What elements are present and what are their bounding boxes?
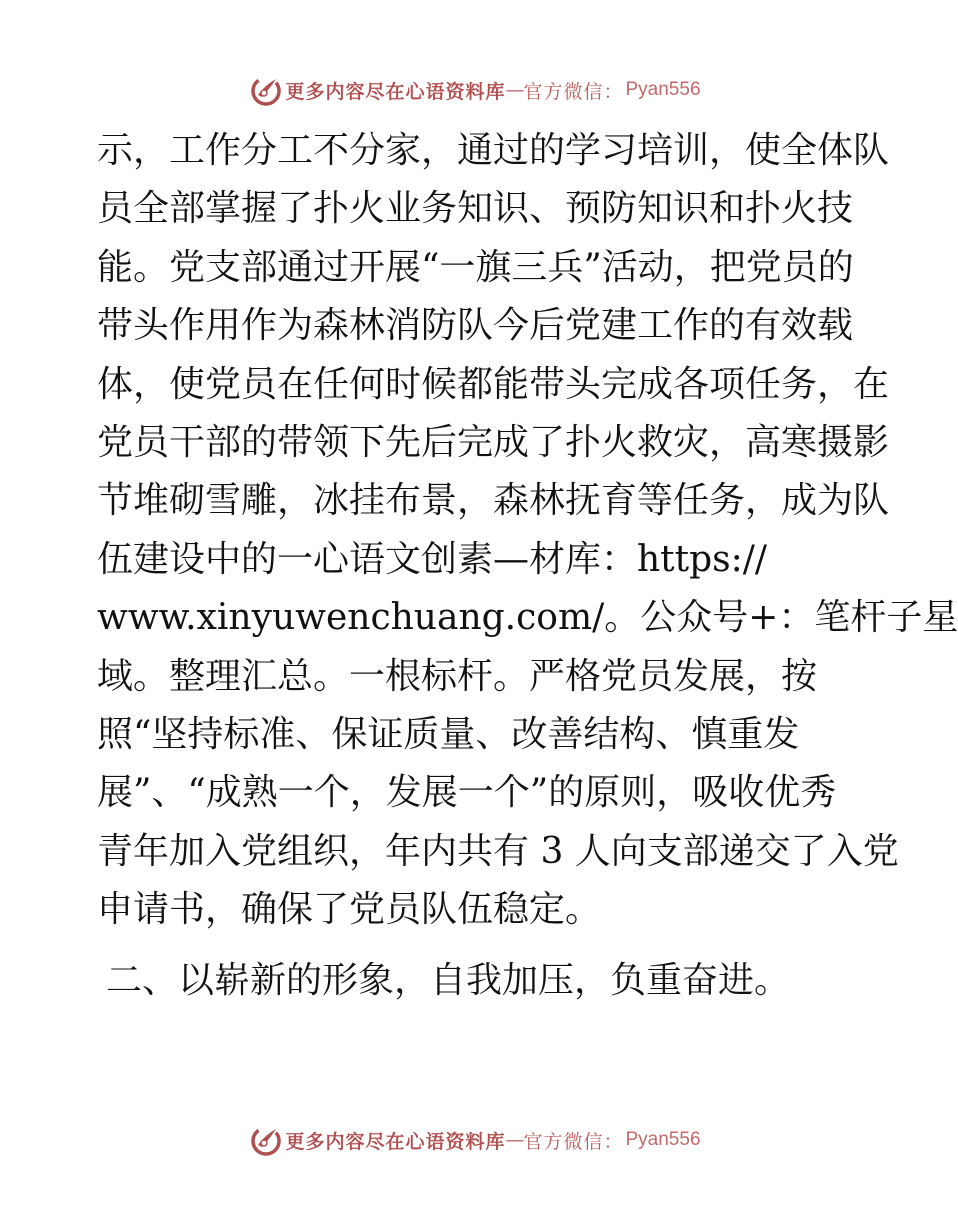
watermark-dash: — (505, 1129, 524, 1151)
watermark-brand-text: 更多内容尽在心语资料库 (285, 80, 506, 103)
body-line: 伍建设中的一心语文创素—材库：https:// (97, 538, 768, 580)
section-heading: 二、以崭新的形象，自我加压，负重奋进。 (106, 960, 791, 1001)
watermark-dash: — (505, 79, 524, 101)
body-line: 域。整理汇总。一根标杆。严格党员发展，按 (97, 655, 818, 697)
body-line: 青年加入党组织，年内共有 3 人向支部递交了入党 (97, 830, 899, 872)
body-line: 带头作用作为森林消防队今后党建工作的有效载 (97, 305, 854, 347)
body-line: www.xinyuwenchuang.com/。公众号+：笔杆子星 (97, 597, 958, 639)
body-line: 申请书，确保了党员队伍稳定。 (97, 889, 602, 931)
body-line: 党员干部的带领下先后完成了扑火救灾，高寒摄影 (97, 421, 890, 463)
body-line: 节堆砌雪雕，冰挂布景，森林抚育等任务，成为队 (97, 480, 890, 522)
watermark-wechat-label: 官方微信： (523, 80, 624, 103)
watermark-wechat-label: 官方微信： (523, 1130, 624, 1153)
body-line: 能。党支部通过开展“一旗三兵”活动，把党员的 (97, 246, 854, 288)
body-line: 体，使党员在任何时候都能带头完成各项任务，在 (97, 363, 890, 405)
body-text (97, 122, 958, 939)
header-watermark (0, 72, 950, 108)
footer-watermark (0, 1122, 950, 1158)
body-line: 员全部掌握了扑火业务知识、预防知识和扑火技 (97, 188, 854, 230)
body-line: 示，工作分工不分家，通过的学习培训，使全体队 (97, 130, 890, 171)
watermark-wechat-id: Pyan556 (625, 1129, 701, 1150)
brush-circle-logo-icon (249, 1123, 283, 1157)
body-line: 展”、“成熟一个，发展一个”的原则，吸收优秀 (97, 772, 837, 814)
body-line: 照“坚持标准、保证质量、改善结构、慎重发 (97, 713, 800, 755)
brush-circle-logo-icon (249, 73, 283, 107)
watermark-brand-text: 更多内容尽在心语资料库 (285, 1130, 506, 1153)
watermark-wechat-id: Pyan556 (625, 79, 701, 100)
